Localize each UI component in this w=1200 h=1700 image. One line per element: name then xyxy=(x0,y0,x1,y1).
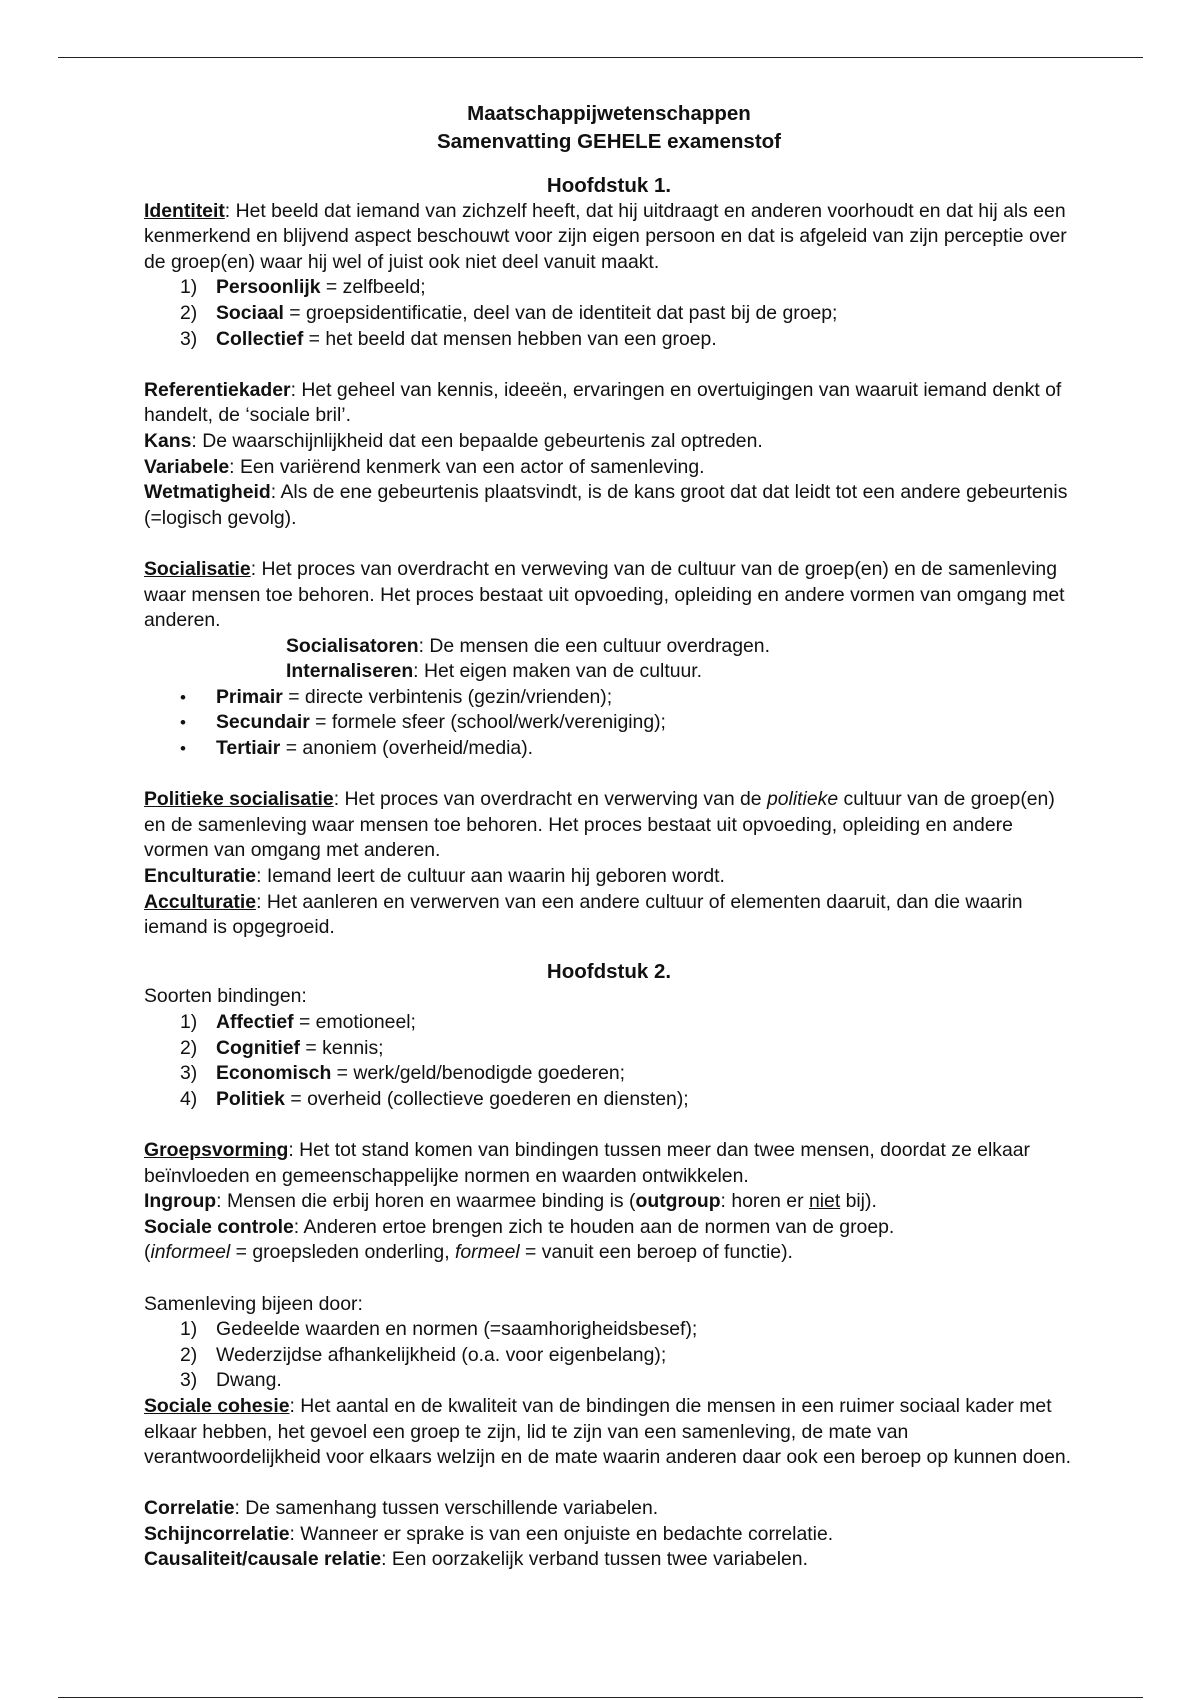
definition-sociale-cohesie xyxy=(144,1394,1074,1471)
term: Socialisatie xyxy=(144,557,251,580)
term: Correlatie xyxy=(144,1497,235,1520)
item-text: = emotioneel; xyxy=(293,1011,416,1033)
list-item xyxy=(144,736,1074,762)
list-item xyxy=(144,1010,1074,1036)
item-text: Wederzijdse afhankelijkheid (o.a. voor eigenbelang); xyxy=(216,1343,667,1366)
emphasis-text: informeel xyxy=(150,1241,231,1264)
term: Tertiair xyxy=(216,737,281,760)
list-number: 1) xyxy=(180,1011,198,1033)
list-number: 1) xyxy=(180,1318,198,1341)
term: Socialisatoren xyxy=(286,634,419,657)
list-item xyxy=(144,1343,1074,1369)
definition-identiteit xyxy=(144,199,1074,276)
identiteit-list xyxy=(144,275,1074,352)
list-number: 3) xyxy=(180,1062,198,1085)
list-number: 3) xyxy=(180,1369,198,1392)
term: Enculturatie xyxy=(144,865,257,888)
list-item xyxy=(144,1036,1074,1062)
term: Acculturatie xyxy=(144,890,257,913)
list-number: 1) xyxy=(180,276,198,299)
definition-text: : Wanneer er sprake is van een onjuiste en bedachte correlatie. xyxy=(289,1522,834,1545)
bullet-icon: • xyxy=(180,687,186,707)
definition-text: : Het aantal en de kwaliteit van de bindingen die mensen in een ruimer sociaal kader met elkaar hebben, het gevoel een groep te zijn, lid te zijn van een samenleving, de mate van verantwoordelijkheid voor elkaars welzijn en de mate waarin anderen daar ook een beroep op kunnen doen. xyxy=(144,1394,1072,1469)
term: Affectief xyxy=(216,1011,294,1033)
list-item xyxy=(144,275,1074,301)
term: Referentiekader xyxy=(144,378,291,401)
bullet-icon: • xyxy=(180,713,186,733)
term: Ingroup xyxy=(144,1190,217,1213)
item-text: = werk/geld/benodigde goederen; xyxy=(331,1062,626,1085)
definition-ingroup xyxy=(144,1189,1074,1215)
definition-text: : De waarschijnlijkheid dat een bepaalde gebeurtenis zal optreden. xyxy=(191,429,763,452)
definition-internaliseren xyxy=(144,659,1074,685)
definition-causaliteit xyxy=(144,1547,1074,1573)
definition-acculturatie xyxy=(144,890,1074,941)
bindingen-intro: Soorten bindingen: xyxy=(144,985,307,1008)
socialisatie-list xyxy=(144,685,1074,762)
note-text: = vanuit een beroep of functie). xyxy=(519,1241,793,1264)
term: Sociale cohesie xyxy=(144,1394,290,1417)
term: Internaliseren xyxy=(286,660,414,683)
term: Causaliteit/causale relatie xyxy=(144,1548,382,1571)
term: Groepsvorming xyxy=(144,1138,289,1161)
definition-text: : horen er xyxy=(720,1190,809,1213)
bindingen-list xyxy=(144,1010,1074,1112)
definition-correlatie xyxy=(144,1496,1074,1522)
definition-text: : Een variërend kenmerk van een actor of samenleving. xyxy=(229,455,705,478)
definition-politieke-socialisatie xyxy=(144,787,1074,864)
definition-text: : De mensen die een cultuur overdragen. xyxy=(418,634,770,657)
definition-groepsvorming xyxy=(144,1138,1074,1189)
definition-text: : Het aanleren en verwerven van een andere cultuur of elementen daaruit, dan die waarin iemand is opgegroeid. xyxy=(144,890,1023,939)
note-text: = groepsleden onderling, xyxy=(230,1241,455,1264)
title-line-2: Samenvatting GEHELE examenstof xyxy=(436,129,782,153)
term: Wetmatigheid xyxy=(144,481,271,504)
list-item xyxy=(144,710,1074,736)
chapter-1-heading: Hoofdstuk 1. xyxy=(546,174,672,197)
item-text: = zelfbeeld; xyxy=(320,276,426,299)
title-line-1: Maatschappijwetenschappen xyxy=(467,102,751,125)
term: Collectief xyxy=(216,327,304,350)
chapter-2-heading: Hoofdstuk 2. xyxy=(546,959,672,983)
definition-text: : Het geheel van kennis, ideeën, ervaringen en overtuigingen van waaruit iemand denkt of handelt, de ‘sociale bril’. xyxy=(144,378,1062,427)
item-text: = directe verbintenis (gezin/vrienden); xyxy=(282,685,613,708)
term: Primair xyxy=(216,685,283,708)
list-item xyxy=(144,685,1074,711)
definition-referentiekader xyxy=(144,378,1074,429)
item-text: Gedeelde waarden en normen (=saamhorigheidsbesef); xyxy=(216,1318,698,1341)
list-item xyxy=(144,327,1074,353)
definition-text: : Het tot stand komen van bindingen tussen meer dan twee mensen, doordat ze elkaar beïnvloeden en gemeenschappelijke normen en waarden ontwikkelen. xyxy=(144,1138,1030,1187)
document-body xyxy=(144,100,1074,1573)
item-text: = het beeld dat mensen hebben van een groep. xyxy=(303,327,717,350)
spacer xyxy=(144,762,1074,788)
definition-variabele xyxy=(144,455,1074,481)
bullet-icon: • xyxy=(180,739,186,759)
term: Variabele xyxy=(144,455,230,478)
term: Secundair xyxy=(216,711,310,734)
list-number: 2) xyxy=(180,1343,198,1366)
definition-kans xyxy=(144,429,1074,455)
definition-text: : Het proces van overdracht en verwerving van de xyxy=(333,788,767,811)
bottom-rule xyxy=(58,1697,1143,1698)
definition-text: : De samenhang tussen verschillende variabelen. xyxy=(234,1497,659,1520)
item-text: = kennis; xyxy=(300,1036,384,1059)
spacer xyxy=(144,1471,1074,1497)
term: Politiek xyxy=(216,1087,285,1110)
definition-text: : Een oorzakelijk verband tussen twee variabelen. xyxy=(381,1548,808,1571)
definition-text: bij). xyxy=(840,1190,877,1213)
definition-text: : Het proces van overdracht en verweving van de cultuur van de groep(en) en de samenleving waar mensen toe behoren. Het proces bestaat uit opvoeding, opleiding en andere vormen van omgang met anderen. xyxy=(144,557,1065,632)
note-text: ( xyxy=(144,1241,151,1264)
list-item xyxy=(144,301,1074,327)
list-number: 2) xyxy=(180,301,198,324)
term: Sociaal xyxy=(216,301,284,324)
definition-text: cultuur van de groep(en) en de samenleving waar mensen toe behoren. Het proces bestaat uit opvoeding, opleiding en andere vormen van omgang met anderen. xyxy=(144,788,1055,862)
definition-text: : Het eigen maken van de cultuur. xyxy=(413,660,703,683)
samenleving-intro: Samenleving bijeen door: xyxy=(144,1292,363,1315)
list-number: 2) xyxy=(180,1036,198,1059)
item-text: = overheid (collectieve goederen en diensten); xyxy=(284,1087,689,1110)
spacer xyxy=(144,1112,1074,1138)
samenleving-list xyxy=(144,1317,1074,1394)
definition-schijncorrelatie xyxy=(144,1522,1074,1548)
list-number: 3) xyxy=(180,327,198,350)
term: Economisch xyxy=(216,1062,332,1085)
top-rule xyxy=(58,57,1143,58)
doc-title xyxy=(144,100,1074,155)
spacer xyxy=(144,1266,1074,1292)
definition-enculturatie xyxy=(144,864,1074,890)
emphasis-text: niet xyxy=(808,1190,841,1213)
term: Identiteit xyxy=(144,199,225,222)
term: Persoonlijk xyxy=(216,276,321,299)
definition-text: : Iemand leert de cultuur aan waarin hij geboren wordt. xyxy=(256,865,725,888)
list-number: 4) xyxy=(180,1087,198,1110)
emphasis-text: politieke xyxy=(766,788,839,811)
item-text: = formele sfeer (school/werk/vereniging); xyxy=(309,711,666,734)
definition-text: : Als de ene gebeurtenis plaatsvindt, is de kans groot dat dat leidt tot een andere gebeurtenis (=logisch gevolg). xyxy=(144,481,1068,529)
item-text: = groepsidentificatie, deel van de identiteit dat past bij de groep; xyxy=(283,301,838,324)
term: Schijncorrelatie xyxy=(144,1522,290,1545)
term: Sociale controle xyxy=(144,1215,294,1238)
item-text: = anoniem (overheid/media). xyxy=(280,737,534,760)
term: outgroup xyxy=(635,1190,721,1213)
definition-sociale-controle xyxy=(144,1215,1074,1241)
emphasis-text: formeel xyxy=(455,1241,520,1264)
spacer xyxy=(144,352,1074,378)
list-item xyxy=(144,1061,1074,1087)
sociale-controle-note xyxy=(144,1240,1074,1266)
definition-wetmatigheid xyxy=(144,480,1074,531)
term: Cognitief xyxy=(216,1036,301,1059)
definition-socialisatie xyxy=(144,557,1074,634)
definition-socialisatoren xyxy=(144,634,1074,660)
term: Kans xyxy=(144,429,192,452)
definition-text: : Mensen die erbij horen en waarmee binding is ( xyxy=(216,1190,636,1213)
list-item xyxy=(144,1317,1074,1343)
item-text: Dwang. xyxy=(216,1369,282,1392)
term: Politieke socialisatie xyxy=(144,788,334,811)
definition-text: : Het beeld dat iemand van zichzelf heeft, dat hij uitdraagt en anderen voorhoudt en dat hij als een kenmerkend en blijvend aspect beschouwt voor zijn eigen persoon en dat is afgeleid van zijn perceptie over de groep(en) waar hij wel of juist ook niet deel vanuit maakt. xyxy=(144,199,1067,273)
list-item xyxy=(144,1087,1074,1113)
spacer xyxy=(144,531,1074,557)
list-item xyxy=(144,1368,1074,1394)
definition-text: : Anderen ertoe brengen zich te houden aan de normen van de groep. xyxy=(293,1215,895,1238)
